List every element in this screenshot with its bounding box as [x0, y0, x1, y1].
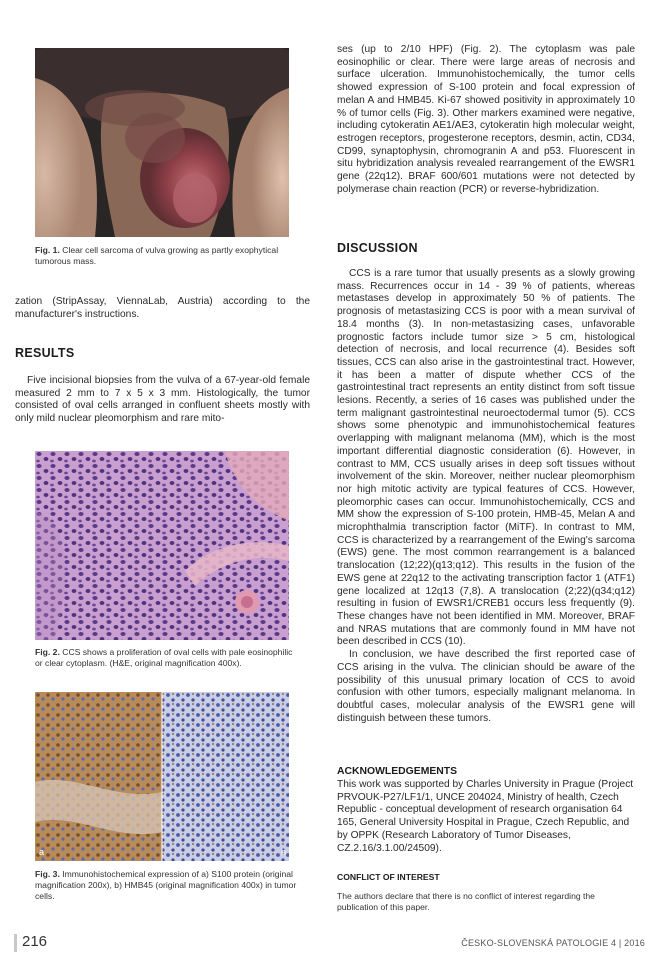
- acknowledgements-section: [337, 766, 635, 855]
- discussion-heading: DISCUSSION: [337, 241, 418, 255]
- acknowledgements-heading: ACKNOWLEDGEMENTS: [337, 766, 458, 777]
- results-heading: RESULTS: [15, 346, 75, 360]
- conflict-of-interest-heading: CONFLICT OF INTEREST: [337, 872, 440, 882]
- figure-2-micrograph: [35, 451, 289, 640]
- page-number: 216: [22, 933, 48, 950]
- figure-3-image: [35, 692, 289, 861]
- conflict-of-interest-section: [337, 872, 635, 921]
- intro-tail: zation (StripAssay, ViennaLab, Austria) according to the manufacturer's instructions.: [15, 296, 310, 320]
- figure-1-photo: [35, 48, 289, 237]
- discussion-body: [337, 268, 635, 725]
- journal-name: ČESKO-SLOVENSKÁ PATOLOGIE 4 | 2016: [461, 938, 645, 948]
- acknowledgements-text: This work was supported by Charles University in Prague (Project PRVOUK-P27/LF1/1, UNCE 204024, Ministry of health, Czech Republic - conceptual development of research organisation 64 165, General University Hospital in Prague, Czech Republic, and by OPPK (Research Laboratory of Tumor Diseases, CZ.2.16/3.1.00/24509).: [337, 779, 634, 854]
- figure-3-micrograph: [35, 692, 289, 861]
- discussion-paragraph-1: CCS is a rare tumor that usually presents as a slowly growing mass. Recurrences occur in 14 - 39 % of patients, whereas metastases develop in approximately 50 % of patients. The prognosis of metastasizing CCS is poor with a mean survival of 18.4 months (3). In non-metastasizing cases, unfavorable prognostic factors include tumor size > 5 cm, histological detection of necrosis, and local recurrence (4). Besides soft tissues, CCS can also arise in the gastrointestinal tract. However, it has been a matter of dispute whether CCS of the gastrointestinal tract represents an entity distinct from soft tissue lesions. Recently, a series of 16 cases was published under the term malignant gastrointestinal neuroectodermal tumor (5). CCS shows some phenotypic and immunohistochemical features overlapping with malignant melanoma (MM), which is the most important differential diagnostic consideration (6). However, in contrast to MM, CCS usually arises in deep soft tissues without involvement of the skin. Moreover, neither nuclear pleomorphism nor high mitotic activity are typical features of CCS. However, pleomorphic cases can occur. Immunohistochemically, CCS and MM show the expression of S-100 protein, HMB-45, Melan A and microphthalmia transcription factor (MiTF). In contrast to MM, CCS is characterized by a rearrangement of the Ewing's sarcoma (EWS) gene. The most common rearrangement is a balanced translocation (12;22)(q13;q12). This results in the fusion of the EWS gene at 22q12 to the activating transcription factor 1 (ATF1) gene localized at 12q13 (7,8). A translocation (2;22)(q34;q12) resulting in fusion of EWSR1/CREB1 occurs less frequently (9). These changes have not been identified in MM. Moreover, BRAF and NRAS mutations that are commonly found in MM have not been described in CCS (10).: [337, 268, 635, 648]
- conflict-of-interest-text: The authors declare that there is no conflict of interest regarding the publication of this paper.: [337, 890, 595, 912]
- footer-accent-bar: [14, 934, 17, 952]
- figure-1-image: [35, 48, 289, 237]
- results-paragraph-2: ses (up to 2/10 HPF) (Fig. 2). The cytoplasm was pale eosinophilic or clear. There were large areas of necrosis and surface ulceration. Immunohistochemically, the tumor cells showed expression of S-100 protein and focal expression of melan A and HMB45. Ki-67 showed positivity in approximately 10 % of tumor cells (Fig. 3). Other markers examined were negative, including cytokeratin AE1/AE3, cytokeratin high molecular weight, estrogen receptors, progesterone receptors, desmin, actin, CD34, CD99, synaptophysin, chromogranin A and p53. Fluorescent in situ hybridization analysis revealed rearrangement of the EWSR1 gene (22q12). BRAF 600/601 mutations were not detected by polymerase chain reaction (PCR) or reverse-hybridization.: [337, 44, 635, 195]
- discussion-paragraph-2: In conclusion, we have described the first reported case of CCS arising in the vulva. The clinician should be aware of the possibility of this unusual primary location of CCS to avoid confusion with other tumors, especially malignant melanoma. In doubtful cases, molecular analysis of the EWSR1 gene will distinguish between these tumors.: [337, 649, 635, 724]
- results-paragraph-1: Five incisional biopsies from the vulva of a 67-year-old female measured 2 mm to 7 x 5 x 3 mm. Histologically, the tumor consisted of oval cells arranged in confluent sheets mostly with only mild nuclear pleomorphism and rare mito-: [15, 375, 310, 425]
- figure-2-caption: Fig. 2. CCS shows a proliferation of oval cells with pale eosinophilic or clear cytoplasm. (H&E, original magnification 400x).: [35, 647, 293, 668]
- figure-3-panel-a-label: a: [39, 847, 45, 857]
- figure-3-panel-b-label: b: [281, 847, 287, 857]
- figure-1-caption: Fig. 1. Clear cell sarcoma of vulva growing as partly exophytical tumorous mass.: [35, 245, 279, 266]
- figure-3-caption: Fig. 3. Immunohistochemical expression of a) S100 protein (original magnification 200x), b) HMB45 (original magnification 400x) in tumor cells.: [35, 869, 297, 901]
- figure-2-image: [35, 451, 289, 640]
